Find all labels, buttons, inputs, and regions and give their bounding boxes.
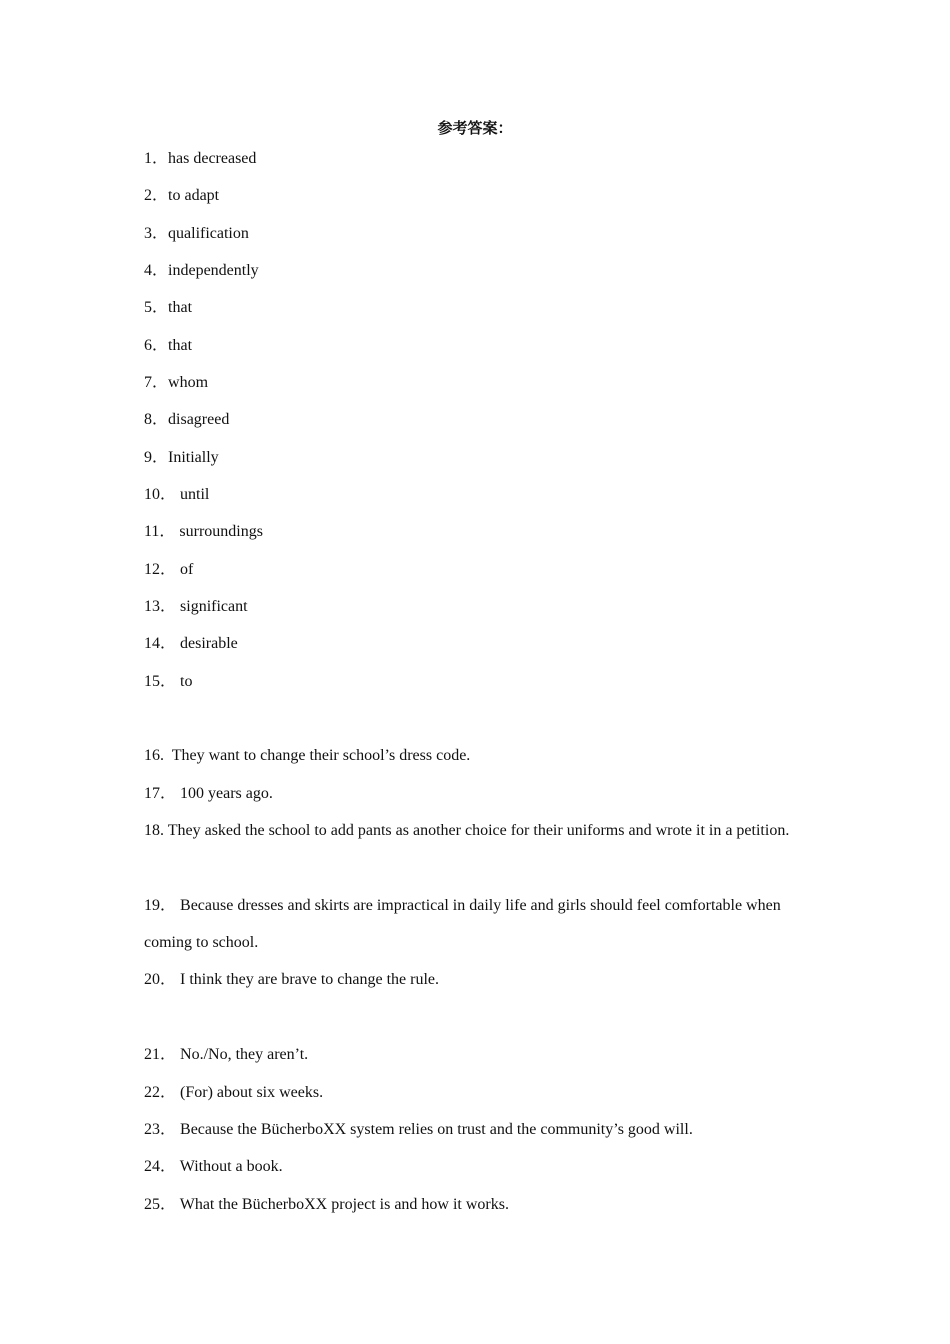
item-text: desirable	[176, 635, 238, 652]
answer-item-11	[144, 513, 814, 550]
item-number: 10．	[144, 486, 177, 503]
item-text: qualification	[168, 225, 249, 242]
answer-item-18	[144, 812, 814, 849]
item-number: 5．	[144, 299, 169, 316]
item-number: 11．	[144, 523, 176, 540]
item-number: 17．	[144, 785, 177, 802]
answer-item-14	[144, 625, 814, 662]
item-number: 14．	[144, 635, 177, 652]
item-number: 3．	[144, 225, 169, 242]
item-text: They asked the school to add pants as another choice for their uniforms and wrote it in a petition.	[164, 822, 790, 839]
item-text: I think they are brave to change the rule.	[176, 971, 440, 988]
item-text: of	[176, 561, 194, 578]
answer-item-9	[144, 439, 814, 476]
item-text: Because dresses and skirts are impractical in daily life and girls should feel comfortable when coming to school.	[144, 897, 781, 952]
answer-item-3	[144, 215, 814, 252]
item-text: to adapt	[168, 187, 220, 204]
item-number: 6．	[144, 337, 169, 354]
page-title: 参考答案：	[437, 119, 513, 137]
item-number: 1．	[144, 150, 169, 167]
answer-item-8	[144, 401, 814, 438]
item-text: that	[168, 337, 193, 354]
answer-item-15	[144, 663, 814, 700]
item-number: 8．	[144, 411, 169, 428]
answer-item-16	[144, 737, 814, 774]
item-text: whom	[168, 374, 209, 391]
item-number: 13．	[144, 598, 177, 615]
answer-item-21	[144, 1036, 814, 1073]
item-text: Initially	[168, 449, 219, 466]
item-number: 15．	[144, 673, 177, 690]
answer-item-10	[144, 476, 814, 513]
answer-item-19	[144, 887, 814, 962]
item-number: 22．	[144, 1084, 177, 1101]
answer-item-7	[144, 364, 814, 401]
item-text: 100 years ago.	[176, 785, 273, 802]
answer-item-4	[144, 252, 814, 289]
item-text: (For) about six weeks.	[176, 1084, 324, 1101]
answer-item-23	[144, 1111, 814, 1148]
item-number: 4．	[144, 262, 169, 279]
answer-item-20	[144, 961, 814, 998]
item-number: 7．	[144, 374, 169, 391]
item-text: independently	[168, 262, 259, 279]
item-number: 18.	[144, 822, 164, 839]
answer-item-24	[144, 1148, 814, 1185]
item-text: has decreased	[168, 150, 257, 167]
item-text: to	[176, 673, 193, 690]
answer-item-13	[144, 588, 814, 625]
item-text: Because the BücherboXX system relies on trust and the community’s good will.	[176, 1121, 693, 1138]
item-text: that	[168, 299, 193, 316]
item-number: 24．	[144, 1158, 177, 1175]
item-text: disagreed	[168, 411, 230, 428]
item-text: They want to change their school’s dress code.	[164, 747, 471, 764]
item-text: What the BücherboXX project is and how it works.	[176, 1196, 509, 1213]
item-number: 19．	[144, 897, 177, 914]
item-number: 23．	[144, 1121, 177, 1138]
item-number: 2．	[144, 187, 169, 204]
item-text: until	[176, 486, 210, 503]
item-number: 20．	[144, 971, 177, 988]
item-text: No./No, they aren’t.	[176, 1046, 309, 1063]
item-number: 9．	[144, 449, 169, 466]
answer-item-6	[144, 327, 814, 364]
item-number: 25．	[144, 1196, 177, 1213]
answer-item-17	[144, 775, 814, 812]
item-number: 12．	[144, 561, 177, 578]
answer-item-1	[144, 140, 814, 177]
answer-item-2	[144, 177, 814, 214]
item-text: significant	[176, 598, 248, 615]
answer-item-25	[144, 1186, 814, 1223]
item-text: Without a book.	[176, 1158, 283, 1175]
item-number: 21．	[144, 1046, 177, 1063]
item-text: surroundings	[175, 523, 263, 540]
item-number: 16.	[144, 747, 164, 764]
answer-item-5	[144, 289, 814, 326]
answer-item-12	[144, 551, 814, 588]
answer-item-22	[144, 1074, 814, 1111]
